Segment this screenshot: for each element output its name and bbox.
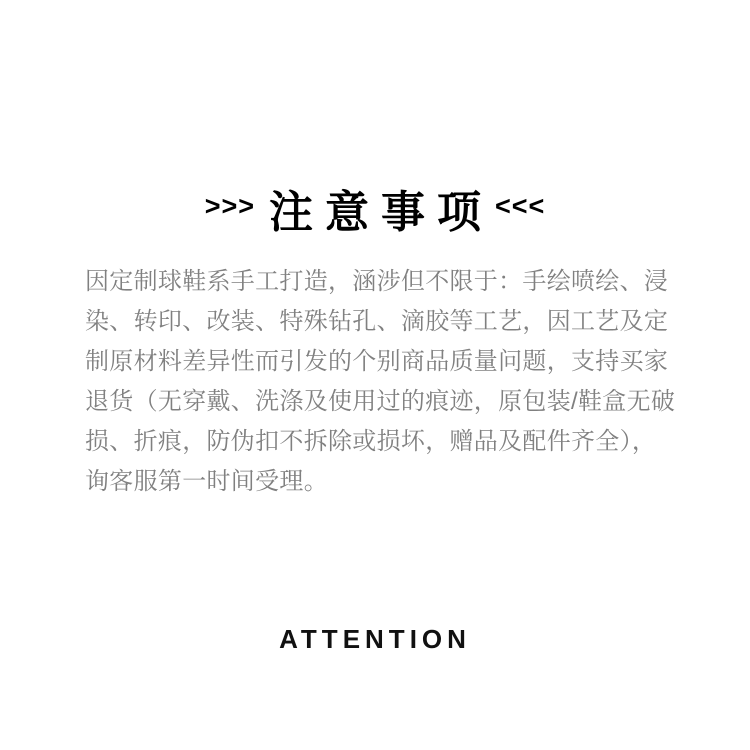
attention-footer: ATTENTION xyxy=(279,624,471,654)
page-title-text: 注意事项 xyxy=(269,188,493,237)
notice-line: 因定制球鞋系手工打造，涵涉但不限于：手绘喷绘、浸 xyxy=(85,268,669,295)
notice-line: 制原材料差异性而引发的个别商品质量问题，支持买家 xyxy=(85,348,669,375)
notice-paragraph xyxy=(85,262,675,502)
notice-line: 染、转印、改装、特殊钻孔、滴胶等工艺，因工艺及定 xyxy=(85,308,669,335)
title-left-arrows-icon: >>> xyxy=(204,190,255,221)
notice-line: 询客服第一时间受理。 xyxy=(85,468,328,495)
notice-line: 损、折痕，防伪扣不拆除或损坏，赠品及配件齐全）， xyxy=(85,428,657,455)
notice-line: 退货（无穿戴、洗涤及使用过的痕迹，原包装/鞋盒无破 xyxy=(85,388,676,415)
page-title xyxy=(0,176,750,240)
title-right-arrows-icon: <<< xyxy=(495,190,546,221)
